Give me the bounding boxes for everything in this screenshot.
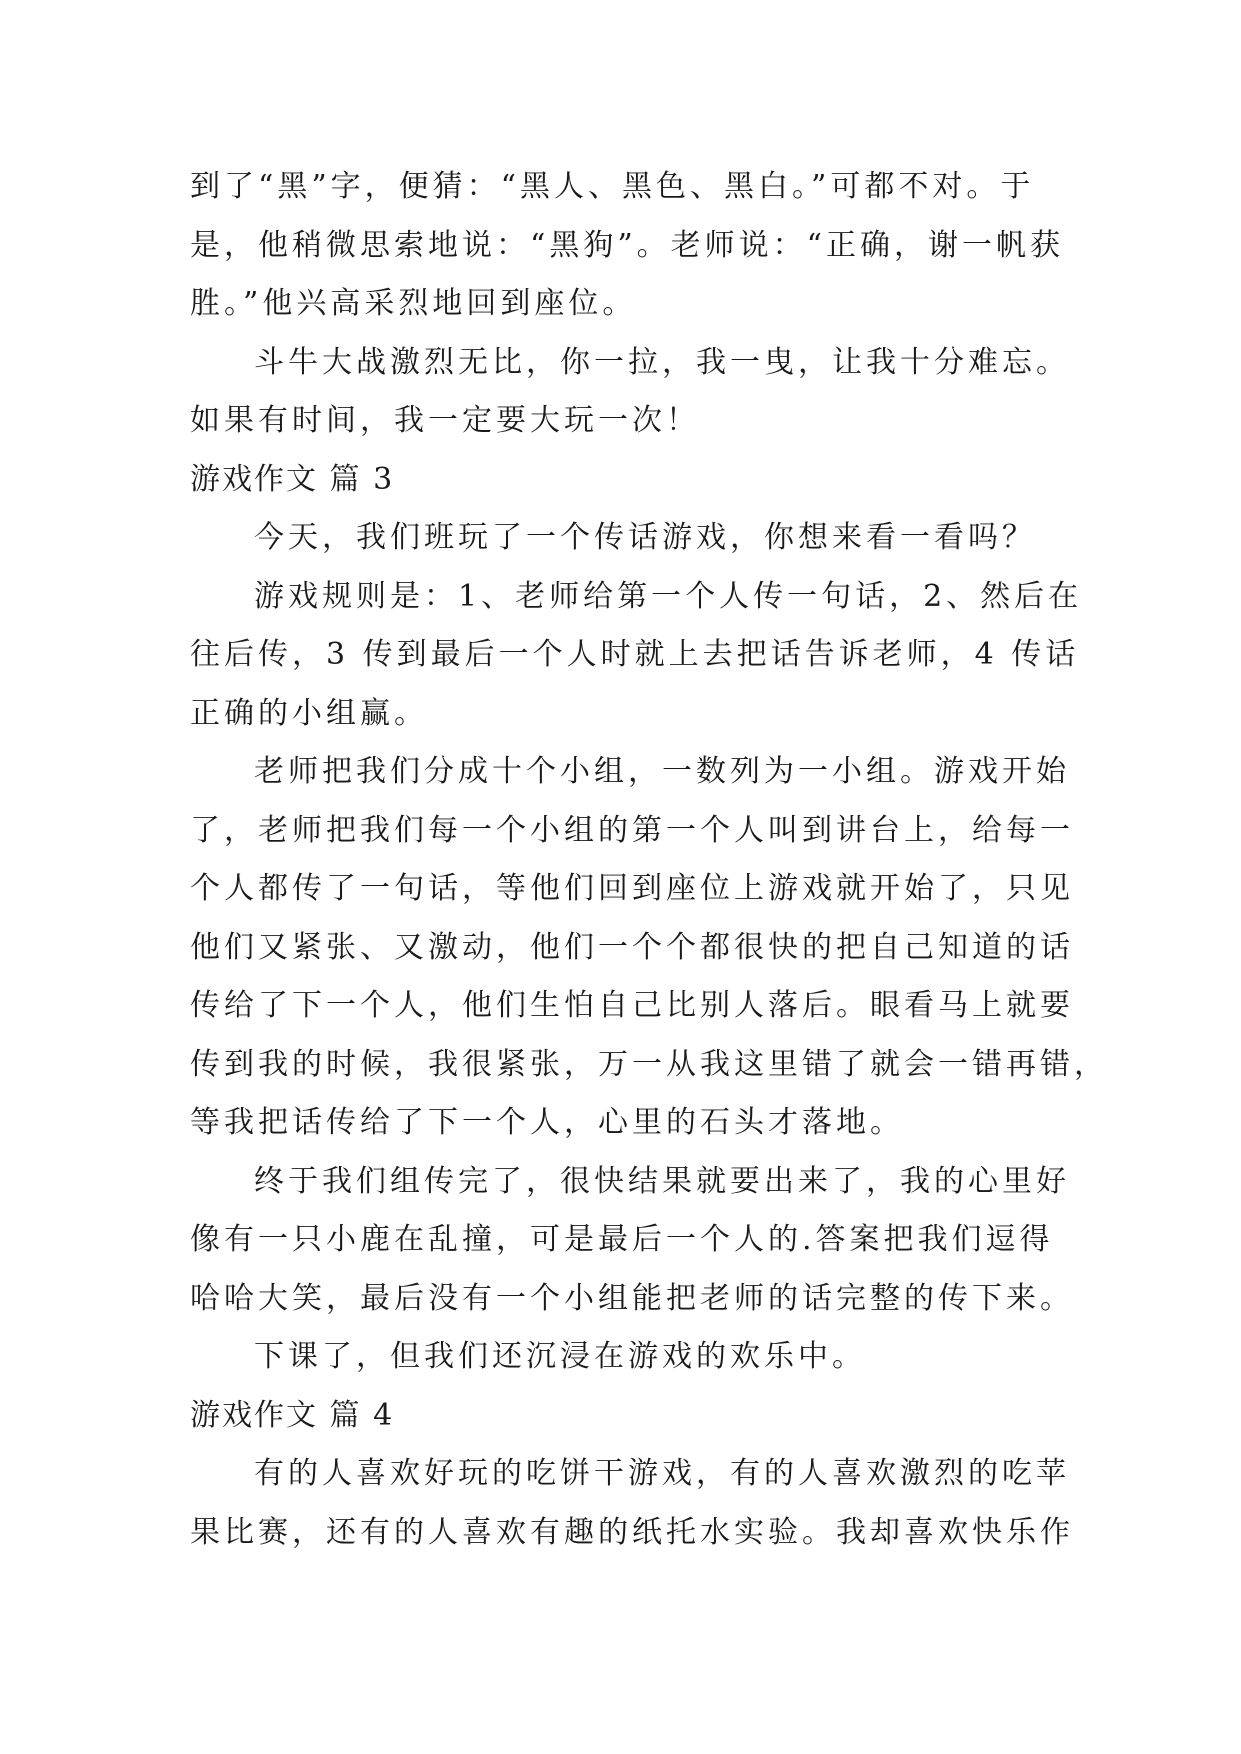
- text-line: 像有一只小鹿在乱撞，可是最后一个人的.答案把我们逗得: [190, 1222, 1054, 1257]
- text-line: 传到我的时候，我很紧张，万一从我这里错了就会一错再错，: [190, 1046, 1108, 1082]
- text-line: 是，他稍微思索地说：“黑狗”。老师说：“正确，谢一帆获: [190, 227, 1065, 263]
- text-line: 哈哈大笑，最后没有一个小组能把老师的话完整的传下来。: [190, 1280, 1074, 1316]
- text-line: 如果有时间，我一定要大玩一次！: [190, 403, 700, 438]
- text-line: 果比赛，还有的人喜欢有趣的纸托水实验。我却喜欢快乐作: [190, 1514, 1074, 1550]
- text-line: 他们又紧张、又激动，他们一个个都很快的把自己知道的话: [190, 929, 1074, 965]
- text-line: 老师把我们分成十个小组，一数列为一小组。游戏开始: [254, 754, 1070, 789]
- text-line: 个人都传了一句话，等他们回到座位上游戏就开始了，只见: [190, 871, 1074, 906]
- text-line: 斗牛大战激烈无比，你一拉，我一曳，让我十分难忘。: [254, 344, 1070, 380]
- text-line: 传给了下一个人，他们生怕自己比别人落后。眼看马上就要: [190, 988, 1074, 1023]
- section-heading-4: 游戏作文 篇 4: [190, 1397, 395, 1433]
- text-line: 今天，我们班玩了一个传话游戏，你想来看一看吗？: [254, 520, 1036, 555]
- text-line: 到了“黑”字，便猜：“黑人、黑色、黑白。”可都不对。于: [190, 169, 1035, 204]
- text-line: 有的人喜欢好玩的吃饼干游戏，有的人喜欢激烈的吃苹: [254, 1456, 1070, 1491]
- document-body: [190, 158, 1108, 1562]
- text-line: 下课了，但我们还沉浸在游戏的欢乐中。: [254, 1339, 866, 1374]
- section-heading-3: 游戏作文 篇 3: [190, 461, 395, 497]
- text-line: 正确的小组赢。: [190, 695, 428, 731]
- text-line: 往后传，3 传到最后一个人时就上去把话告诉老师，4 传话: [190, 637, 1080, 672]
- text-line: 终于我们组传完了，很快结果就要出来了，我的心里好: [254, 1163, 1070, 1199]
- text-line: 胜。”他兴高采烈地回到座位。: [190, 286, 637, 321]
- text-line: 等我把话传给了下一个人，心里的石头才落地。: [190, 1105, 904, 1140]
- text-line: 游戏规则是：1、老师给第一个人传一句话，2、然后在: [254, 578, 1083, 614]
- text-line: 了，老师把我们每一个小组的第一个人叫到讲台上，给每一: [190, 812, 1074, 848]
